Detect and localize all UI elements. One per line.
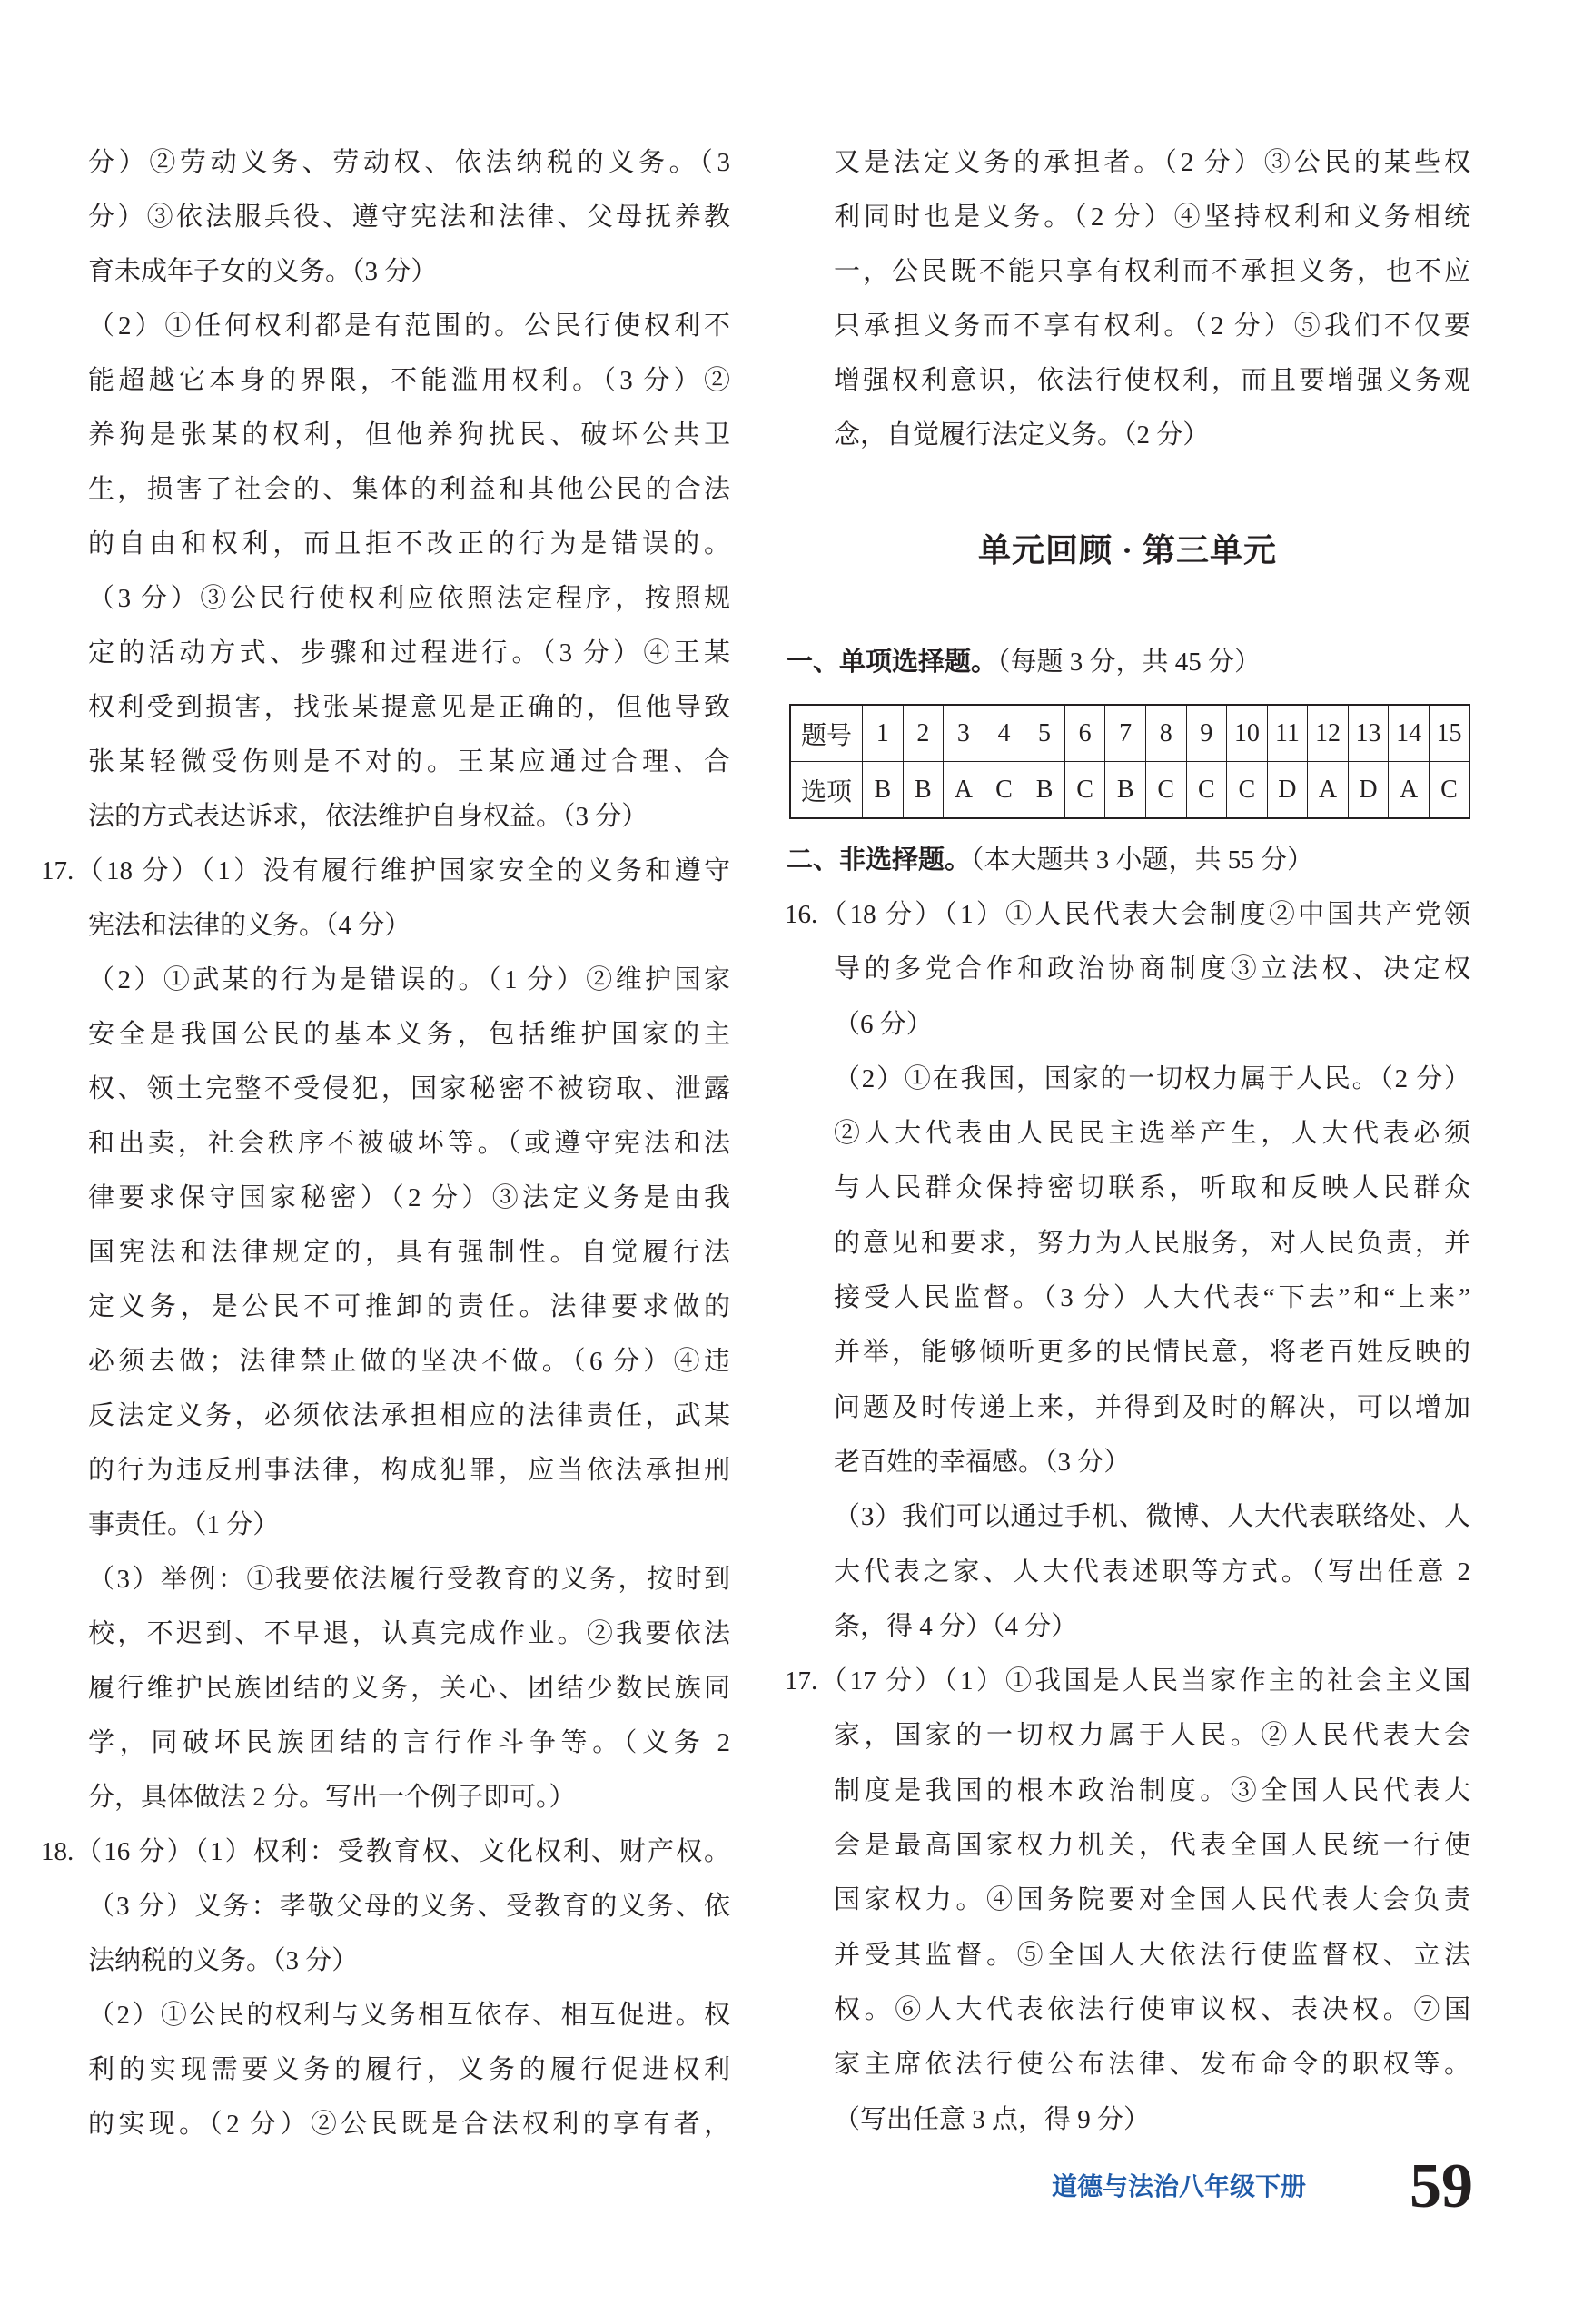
section-note: （每题 3 分，共 45 分） (997, 648, 1262, 677)
right-column-continuation (785, 135, 1470, 462)
text-line: 与人民群众保持密切联系，听取和反映人民群众 (834, 1173, 1470, 1203)
text-line: 制度是我国的根本政治制度。③全国人民代表大 (834, 1775, 1470, 1805)
text-line: 老百姓的幸福感。（3 分） (834, 1447, 1131, 1477)
question-number-cell: 4 (984, 705, 1024, 762)
question-number-cell: 10 (1227, 705, 1268, 762)
text-line: 的行为违反刑事法律，构成犯罪，应当依法承担刑 (88, 1456, 730, 1485)
answer-table (789, 704, 1470, 819)
table-row-label: 选项 (790, 762, 863, 819)
text-line: 的意见和要求，努力为人民服务，对人民负责，并 (834, 1228, 1470, 1258)
text-line: 家，国家的一切权力属于人民。②人民代表大会 (834, 1721, 1470, 1751)
text-line: （2）①公民的权利与义务相互依存、相互促进。权 (88, 2001, 730, 2030)
answer-cell: C (1064, 762, 1105, 819)
text-line: 权利受到损害，找张某提意见是正确的，但他导致 (88, 693, 730, 722)
text-line: 导的多党合作和政治协商制度③立法权、决定权 (834, 954, 1470, 984)
text-line: 学，同破坏民族团结的言行作斗争等。（义务 2 (88, 1728, 730, 1757)
text-line: 国家权力。④国务院要对全国人民代表大会负责 (834, 1885, 1470, 1915)
text-line: 分）②劳动义务、劳动权、依法纳税的义务。（3 (88, 148, 730, 177)
text-line: （3）我们可以通过手机、微博、人大代表联络处、人 (834, 1502, 1470, 1532)
question-number-cell: 7 (1105, 705, 1146, 762)
answer-paragraph (785, 1489, 1470, 1654)
section-title: 二、非选择题。 (787, 846, 972, 875)
section-note: （本大题共 3 小题，共 55 分） (971, 846, 1314, 875)
answer-row (790, 762, 1469, 819)
answer-paragraph (41, 953, 730, 1552)
text-line: （6 分） (834, 1009, 933, 1039)
answer-paragraph (41, 1825, 730, 1988)
book-title: 道德与法治八年级下册 (1052, 2171, 1307, 2201)
text-line: 反法定义务，必须依法承担相应的法律责任，武某 (88, 1401, 730, 1430)
text-line: 养狗是张某的权利，但他养狗扰民、破坏公共卫 (88, 420, 730, 450)
text-line: 校，不迟到、不早退，认真完成作业。②我要依法 (88, 1619, 730, 1648)
answer-cell: B (903, 762, 944, 819)
table-row-label: 题号 (790, 705, 863, 762)
answer-paragraph (41, 1552, 730, 1825)
text-line: 接受人民监督。（3 分）人大代表“下去”和“上来” (834, 1283, 1470, 1313)
answer-paragraph (41, 299, 730, 844)
section-heading (787, 833, 1313, 887)
question-number-cell: 2 (903, 705, 944, 762)
question-number-cell: 11 (1267, 705, 1308, 762)
answer-cell: B (1024, 762, 1065, 819)
question-number-line: 17.（18 分）（1）没有履行维护国家安全的义务和遵守 (41, 856, 730, 885)
text-line: 利的实现需要义务的履行，义务的履行促进权利 (88, 2055, 730, 2084)
text-line: 一，公民既不能只享有权利而不承担义务，也不应 (834, 257, 1470, 286)
text-line: 法的方式表达诉求，依法维护自身权益。（3 分） (88, 802, 648, 831)
text-line: 家主席依法行使公布法律、发布命令的职权等。 (834, 2050, 1470, 2080)
text-line: 能超越它本身的界限，不能滥用权利。（3 分）② (88, 366, 730, 395)
text-line: 又是法定义务的承担者。（2 分）③公民的某些权 (834, 148, 1470, 177)
question-number-cell: 1 (863, 705, 904, 762)
text-line: 问题及时传递上来，并得到及时的解决，可以增加 (834, 1392, 1470, 1422)
question-number-line: 18.（16 分）（1）权利：受教育权、文化权利、财产权。 (41, 1837, 730, 1866)
question-number-cell: 8 (1145, 705, 1186, 762)
answer-cell: C (1429, 762, 1469, 819)
text-line: 和出卖，社会秩序不被破坏等。（或遵守宪法和法 (88, 1129, 730, 1158)
answer-cell: B (1105, 762, 1146, 819)
answer-cell: A (1308, 762, 1349, 819)
text-line: 育未成年子女的义务。（3 分） (88, 257, 438, 286)
text-line: 生，损害了社会的、集体的利益和其他公民的合法 (88, 475, 730, 504)
text-line: 权、领土完整不受侵犯，国家秘密不被窃取、泄露 (88, 1074, 730, 1103)
text-line: 张某轻微受伤则是不对的。王某应通过合理、合 (88, 747, 730, 776)
question-number-line: 16.（18 分）（1）①人民代表大会制度②中国共产党领 (785, 900, 1470, 929)
page-number: 59 (1410, 2151, 1473, 2221)
answer-paragraph (41, 1988, 730, 2151)
text-line: 法纳税的义务。（3 分） (88, 1946, 359, 1975)
text-line: 安全是我国公民的基本义务，包括维护国家的主 (88, 1020, 730, 1049)
text-line: 国宪法和法律规定的，具有强制性。自觉履行法 (88, 1238, 730, 1267)
text-line: 的自由和权利，而且拒不改正的行为是错误的。 (88, 529, 730, 559)
text-line: 定义务，是公民不可推卸的责任。法律要求做的 (88, 1292, 730, 1321)
section-title: 一、单项选择题。 (787, 648, 998, 677)
question-number-cell: 3 (944, 705, 984, 762)
answer-paragraph (41, 135, 730, 299)
answer-cell: C (1145, 762, 1186, 819)
text-line: 律要求保守国家秘密）（2 分）③法定义务是由我 (88, 1183, 730, 1212)
text-line: 的实现。（2 分）②公民既是合法权利的享有者， (88, 2110, 730, 2139)
text-line: 条，得 4 分）（4 分） (834, 1611, 1078, 1641)
text-line: 大代表之家、人大代表述职等方式。（写出任意 2 (834, 1557, 1470, 1587)
text-line: （3）举例：①我要依法履行受教育的义务，按时到 (88, 1565, 730, 1594)
text-line: （2）①在我国，国家的一切权力属于人民。（2 分） (834, 1063, 1470, 1093)
text-line: 分）③依法服兵役、遵守宪法和法律、父母抚养教 (88, 203, 730, 232)
text-line: 利同时也是义务。（2 分）④坚持权利和义务相统 (834, 203, 1470, 232)
text-line: 并受其监督。⑤全国人大依法行使监督权、立法 (834, 1940, 1470, 1970)
question-number-cell: 5 (1024, 705, 1065, 762)
text-line: 必须去做；法律禁止做的坚决不做。（6 分）④违 (88, 1347, 730, 1376)
text-line: 会是最高国家权力机关，代表全国人民统一行使 (834, 1831, 1470, 1861)
question-number-cell: 13 (1348, 705, 1389, 762)
question-number-line: 17.（17 分）（1）①我国是人民当家作主的社会主义国 (785, 1666, 1470, 1696)
text-line: （写出任意 3 点，得 9 分） (834, 2104, 1151, 2134)
unit-title: 单元回顾 · 第三单元 (977, 532, 1277, 569)
answer-paragraph (785, 1052, 1470, 1489)
question-number-cell: 12 (1308, 705, 1349, 762)
text-line: （3 分）③公民行使权利应依照法定程序，按照规 (88, 584, 730, 613)
question-number-cell: 6 (1064, 705, 1105, 762)
text-line: 分，具体做法 2 分。写出一个例子即可。） (88, 1783, 576, 1812)
question-number-cell: 15 (1429, 705, 1469, 762)
text-line: 宪法和法律的义务。（4 分） (88, 911, 411, 940)
left-column (41, 135, 730, 2151)
question-number-row (790, 705, 1469, 762)
right-column-answers (785, 887, 1470, 2147)
answer-cell: C (984, 762, 1024, 819)
answer-paragraph (785, 887, 1470, 1052)
text-line: 事责任。（1 分） (88, 1510, 280, 1539)
text-line: （2）①任何权利都是有范围的。公民行使权利不 (88, 312, 730, 341)
text-line: 权。⑥人大代表依法行使审议权、表决权。⑦国 (834, 1994, 1470, 2024)
text-line: 增强权利意识，依法行使权利，而且要增强义务观 (834, 366, 1470, 395)
text-line: （3 分）义务：孝敬父母的义务、受教育的义务、依 (88, 1892, 730, 1921)
answer-cell: A (1389, 762, 1430, 819)
answer-cell: B (863, 762, 904, 819)
answer-cell: C (1186, 762, 1227, 819)
text-line: ②人大代表由人民民主选举产生，人大代表必须 (834, 1119, 1470, 1149)
question-number-cell: 9 (1186, 705, 1227, 762)
text-line: 并举，能够倾听更多的民情民意，将老百姓反映的 (834, 1338, 1470, 1368)
text-line: 念，自觉履行法定义务。（2 分） (834, 420, 1210, 450)
answer-cell: D (1348, 762, 1389, 819)
answer-paragraph (41, 844, 730, 953)
answer-cell: C (1227, 762, 1268, 819)
text-line: 定的活动方式、步骤和过程进行。（3 分）④王某 (88, 638, 730, 668)
section-heading (787, 635, 1261, 689)
answer-cell: D (1267, 762, 1308, 819)
answer-cell: A (944, 762, 984, 819)
question-number-cell: 14 (1389, 705, 1430, 762)
text-line: 履行维护民族团结的义务，关心、团结少数民族同 (88, 1674, 730, 1703)
text-line: （2）①武某的行为是错误的。（1 分）②维护国家 (88, 965, 730, 994)
answer-paragraph (785, 1654, 1470, 2147)
text-line: 只承担义务而不享有权利。（2 分）⑤我们不仅要 (834, 312, 1470, 341)
